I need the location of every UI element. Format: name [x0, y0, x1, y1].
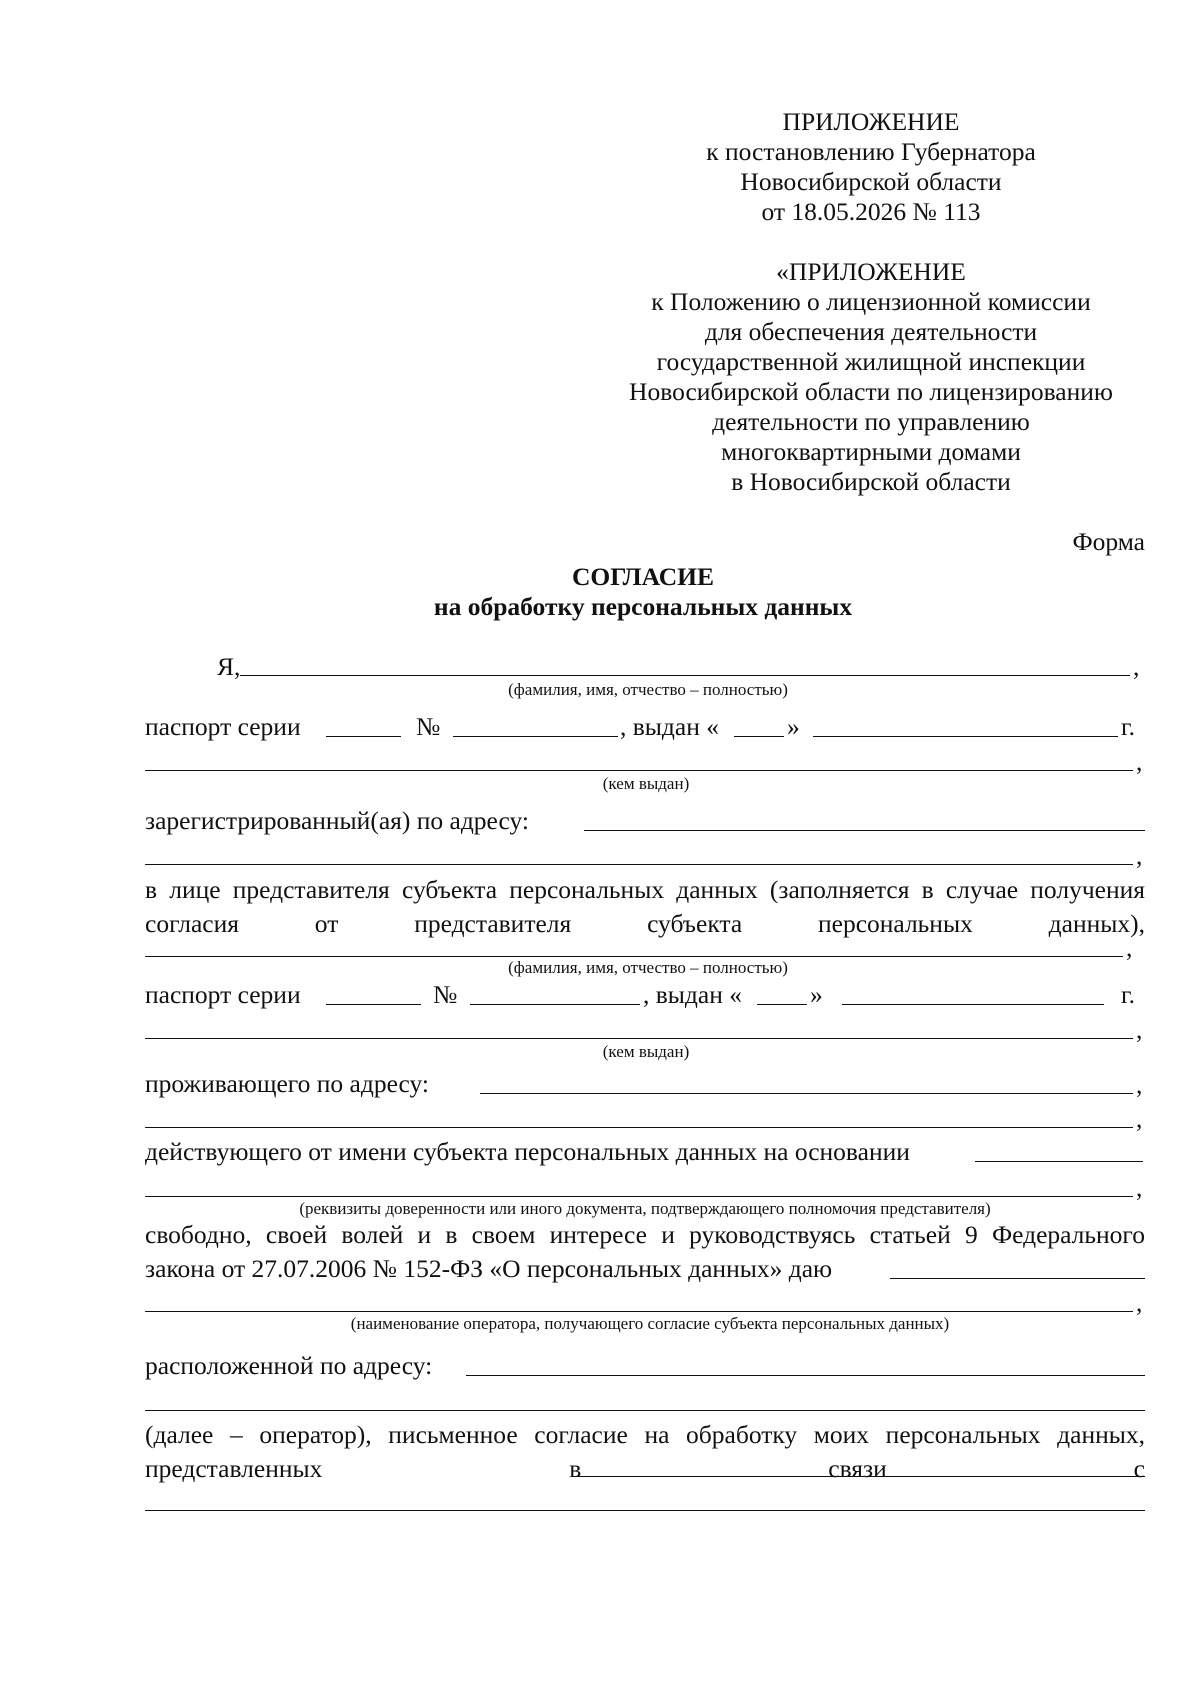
- representative-fio-field[interactable]: [145, 956, 1123, 957]
- residing-address-field-2[interactable]: [145, 1127, 1133, 1128]
- issue-date-field[interactable]: [813, 736, 1118, 737]
- inner-appendix-line: многоквартирными домами: [721, 437, 1021, 466]
- located-label: расположенной по адресу:: [145, 1351, 433, 1380]
- appendix-line-3: от 18.05.2026 № 113: [761, 197, 981, 226]
- registered-address-field-2[interactable]: [145, 864, 1133, 865]
- inner-appendix-line: Новосибирской области по лицензированию: [629, 377, 1113, 406]
- acting-label: действующего от имени субъекта персональных данных на основании: [145, 1137, 910, 1166]
- inner-appendix-line: деятельности по управлению: [712, 407, 1030, 436]
- issued-label: , выдан «: [620, 712, 719, 741]
- appendix-title: ПРИЛОЖЕНИЕ: [782, 107, 960, 136]
- hint-fio: (фамилия, имя, отчество – полностью): [508, 958, 788, 977]
- appendix-line-1: к постановлению Губернатора: [706, 137, 1036, 166]
- document-subtitle: на обработку персональных данных: [433, 592, 853, 621]
- operator-address-field-2[interactable]: [145, 1410, 1145, 1411]
- rep-passport-number-field[interactable]: [470, 1004, 640, 1005]
- fio-field[interactable]: [240, 675, 1130, 676]
- hint-issued-by: (кем выдан): [602, 774, 690, 793]
- comma: ,: [1136, 1288, 1143, 1317]
- comma: ,: [1136, 747, 1143, 776]
- purpose-field[interactable]: [572, 1476, 1145, 1477]
- hint-poa: (реквизиты доверенности или иного документа, подтверждающего полномочия представителя): [299, 1199, 991, 1218]
- law-line-2: закона от 27.07.2006 № 152-ФЗ «О персональных данных» даю: [145, 1254, 833, 1283]
- comma: ,: [1136, 1070, 1143, 1099]
- residing-address-field[interactable]: [480, 1093, 1133, 1094]
- basis-field-2[interactable]: [145, 1196, 1133, 1197]
- law-line-1: свободно, своей волей и в своем интересе и руководствуясь статьей 9 Федерального: [145, 1220, 1145, 1249]
- registered-label: зарегистрированный(ая) по адресу:: [145, 806, 529, 835]
- purpose-field-2[interactable]: [145, 1510, 1145, 1511]
- document-title: СОГЛАСИЕ: [571, 562, 715, 591]
- inner-appendix-line: в Новосибирской области: [731, 467, 1011, 496]
- issued-by-field[interactable]: [145, 770, 1133, 771]
- rep-issue-day-field[interactable]: [757, 1004, 807, 1005]
- i-prefix: Я,: [217, 652, 241, 681]
- residing-label: проживающего по адресу:: [145, 1069, 429, 1098]
- inner-appendix-line: государственной жилищной инспекции: [656, 347, 1086, 376]
- rep-issued-by-field[interactable]: [145, 1038, 1133, 1039]
- inner-appendix-line: к Положению о лицензионной комиссии: [651, 287, 1091, 316]
- consent-paragraph: (далее – оператор), письменное согласие на обработку моих персональных данных, представленных в связи с: [145, 1420, 1145, 1483]
- number-sign: №: [433, 980, 458, 1009]
- hint-issued-by: (кем выдан): [602, 1042, 690, 1061]
- representative-paragraph: в лице представителя субъекта персональных данных (заполняется в случае получения согласия от представителя субъекта персональных данных),: [145, 875, 1145, 938]
- appendix-line-2: Новосибирской области: [740, 167, 1002, 196]
- passport-number-field[interactable]: [453, 736, 618, 737]
- passport-series-label: паспорт серии: [145, 980, 301, 1009]
- year-suffix: г.: [1121, 712, 1135, 741]
- number-sign: №: [416, 712, 441, 741]
- comma: ,: [1126, 933, 1133, 962]
- issue-day-field[interactable]: [734, 736, 784, 737]
- registered-address-field[interactable]: [584, 830, 1145, 831]
- quote-close: »: [810, 980, 823, 1009]
- passport-series-field[interactable]: [326, 736, 401, 737]
- operator-name-field-2[interactable]: [145, 1311, 1133, 1312]
- hint-fio: (фамилия, имя, отчество – полностью): [508, 680, 788, 699]
- comma: ,: [1136, 1173, 1143, 1202]
- comma: ,: [1136, 1015, 1143, 1044]
- hint-operator: (наименование оператора, получающего согласие субъекта персональных данных): [350, 1314, 950, 1333]
- form-label: Форма: [1072, 527, 1145, 556]
- rep-issue-date-field[interactable]: [842, 1004, 1104, 1005]
- comma: ,: [1133, 652, 1140, 681]
- year-suffix: г.: [1121, 980, 1135, 1009]
- passport-series-label: паспорт серии: [145, 712, 301, 741]
- comma: ,: [1136, 841, 1143, 870]
- operator-name-field[interactable]: [890, 1278, 1145, 1279]
- inner-appendix-line: для обеспечения деятельности: [704, 317, 1038, 346]
- rep-passport-series-field[interactable]: [326, 1004, 421, 1005]
- issued-label: , выдан «: [643, 980, 742, 1009]
- basis-field[interactable]: [975, 1161, 1143, 1162]
- comma: ,: [1136, 1104, 1143, 1133]
- inner-appendix-title: «ПРИЛОЖЕНИЕ: [776, 257, 966, 286]
- operator-address-field[interactable]: [466, 1375, 1145, 1376]
- quote-close: »: [787, 712, 800, 741]
